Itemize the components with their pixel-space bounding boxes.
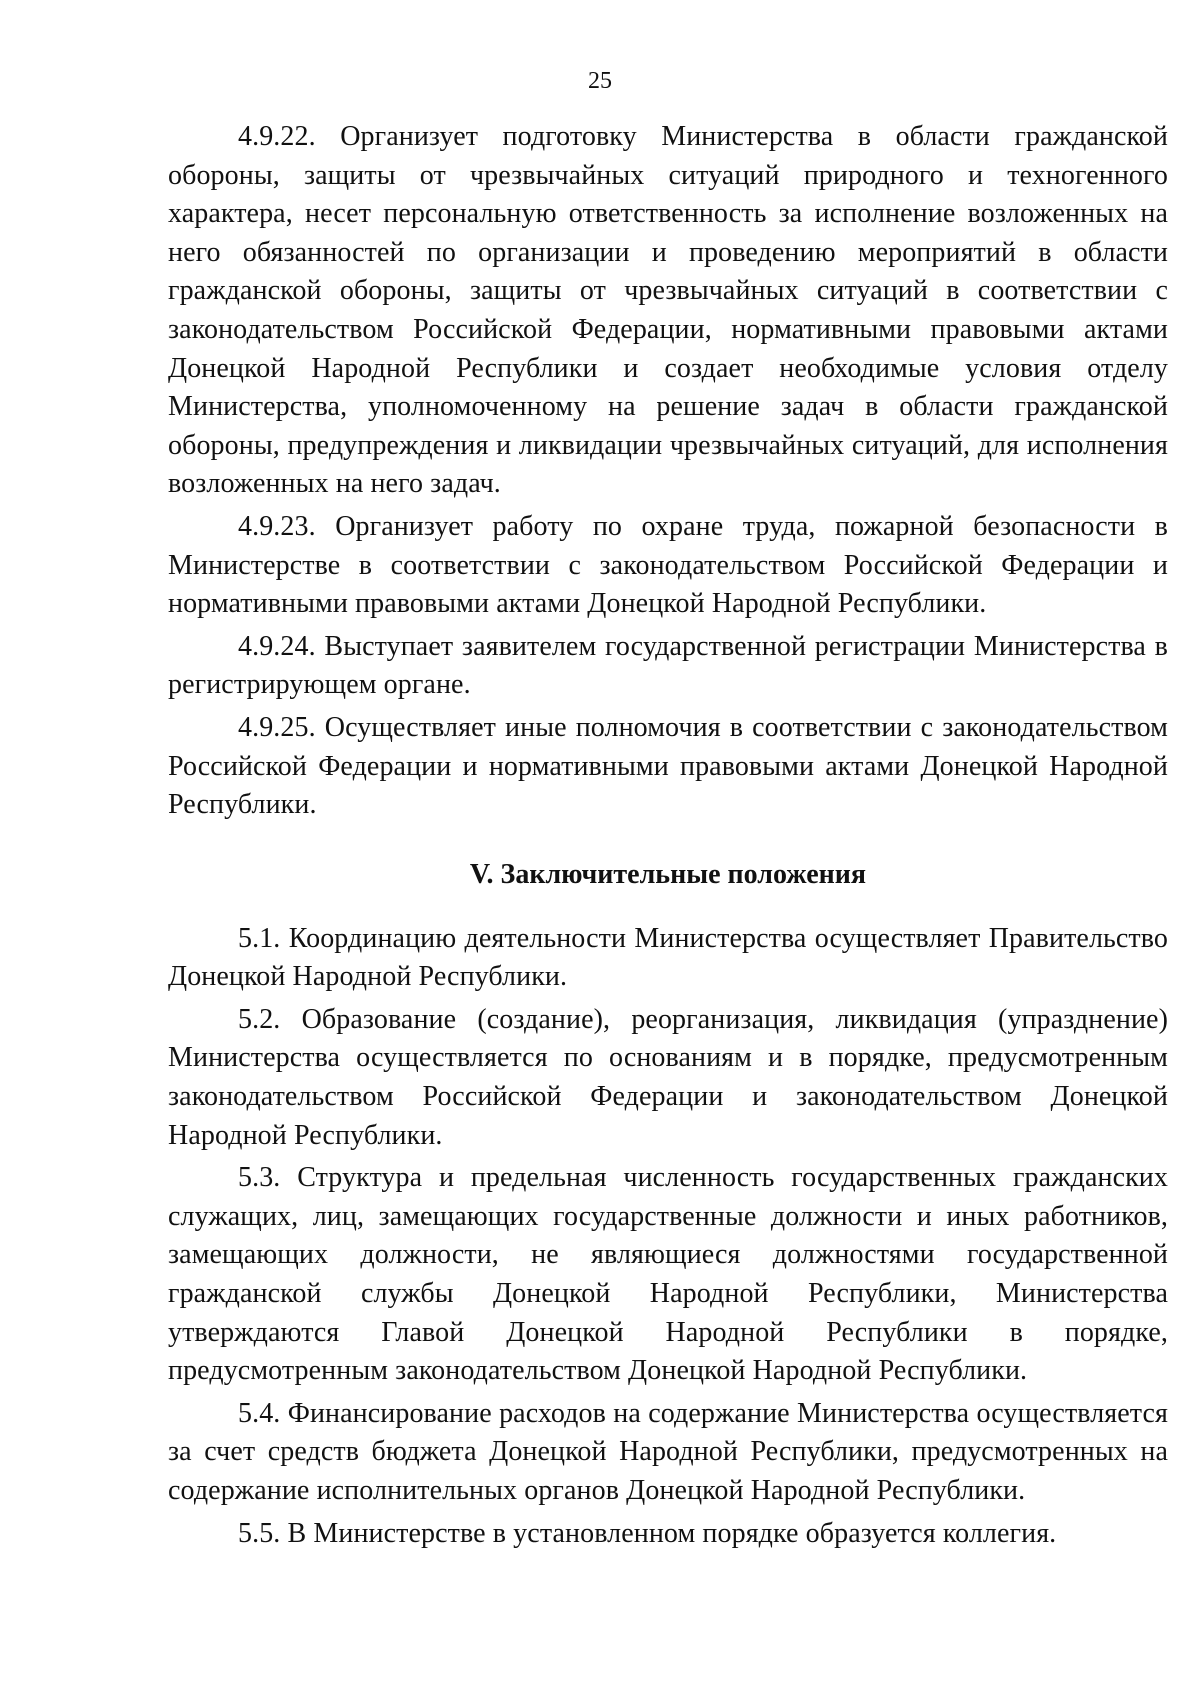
paragraph-4-9-22: 4.9.22. Организует подготовку Министерства в области гражданской обороны, защиты от чрезвычайных ситуаций природного и техногенного характера, несет персональную ответственность за исполнение возложенных на него обязанностей по организации и проведению мероприятий в области гражданской обороны, защиты от чрезвычайных ситуаций в соответствии с законодательством Российской Федерации, нормативными правовыми актами Донецкой Народной Республики и создает необходимые условия отделу Министерства, уполномоченному на решение задач в области гражданской обороны, предупреждения и ликвидации чрезвычайных ситуаций, для исполнения возложенных на него задач.	[168, 121, 1168, 500]
paragraph-4-9-25: 4.9.25. Осуществляет иные полномочия в соответствии с законодательством Российской Федерации и нормативными правовыми актами Донецкой Народной Республики.	[168, 711, 1168, 821]
paragraph-5-2: 5.2. Образование (создание), реорганизация, ликвидация (упразднение) Министерства осуществляется по основаниям и в порядке, предусмотренным законодательством Российской Федерации и законодательством Донецкой Народной Республики.	[168, 1003, 1168, 1151]
paragraph-5-5: 5.5. В Министерстве в установленном порядке образуется коллегия.	[238, 1517, 1057, 1549]
page-number: 25	[588, 68, 612, 94]
paragraph-4-9-23: 4.9.23. Организует работу по охране труда, пожарной безопасности в Министерстве в соответствии с законодательством Российской Федерации и нормативными правовыми актами Донецкой Народной Республики.	[168, 510, 1168, 620]
paragraph-4-9-24: 4.9.24. Выступает заявителем государственной регистрации Министерства в регистрирующем органе.	[168, 630, 1168, 701]
document-body	[168, 118, 1168, 1553]
paragraph-5-3: 5.3. Структура и предельная численность государственных гражданских служащих, лиц, замещающих государственные должности и иных работников, замещающих должности, не являющиеся должностями государственной гражданской службы Донецкой Народной Республики, Министерства утверждаются Главой Донецкой Народной Республики в порядке, предусмотренным законодательством Донецкой Народной Республики.	[168, 1162, 1168, 1387]
paragraph-5-4: 5.4. Финансирование расходов на содержание Министерства осуществляется за счет средств бюджета Донецкой Народной Республики, предусмотренных на содержание исполнительных органов Донецкой Народной Республики.	[168, 1397, 1168, 1506]
paragraph-5-1: 5.1. Координацию деятельности Министерства осуществляет Правительство Донецкой Народной Республики.	[168, 922, 1168, 993]
section-title: V. Заключительные положения	[469, 858, 867, 890]
